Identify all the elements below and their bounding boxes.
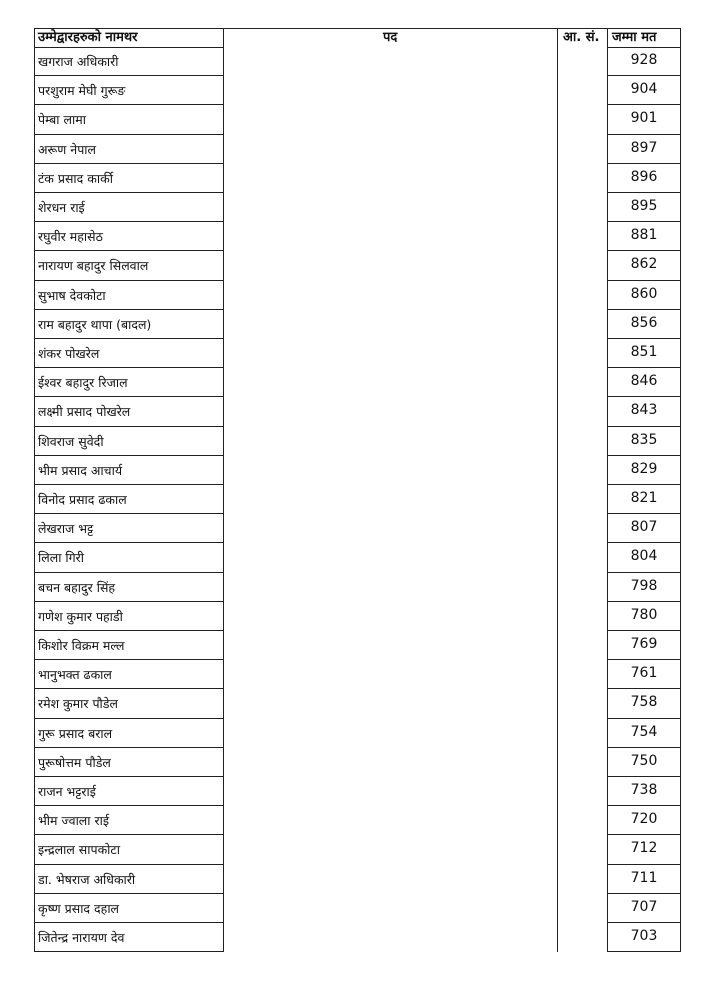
total-votes: 860	[630, 285, 658, 302]
table-row	[0, 339, 720, 368]
table-row	[0, 456, 720, 485]
table-row	[0, 397, 720, 426]
table-row	[0, 777, 720, 806]
candidate-name: गणेश कुमार पहाडी	[38, 608, 123, 624]
candidate-name: किशोर विक्रम मल्ल	[38, 638, 125, 653]
candidate-name: शेरधन राई	[38, 200, 85, 215]
row-divider-votes	[607, 951, 680, 952]
candidate-name: सुभाष देवकोटा	[38, 287, 106, 303]
total-votes: 720	[630, 811, 658, 828]
table-row	[0, 602, 720, 631]
total-votes: 881	[630, 227, 658, 244]
candidate-name: भीम प्रसाद आचार्य	[38, 462, 123, 478]
candidate-name: नारायण बहादुर सिलवाल	[38, 258, 149, 274]
total-votes: 798	[630, 577, 658, 594]
table-row	[0, 368, 720, 397]
candidate-name: भानुभक्त ढकाल	[38, 667, 112, 683]
candidate-name: लक्ष्मी प्रसाद पोखरेल	[38, 404, 131, 420]
total-votes: 896	[630, 168, 658, 185]
table-row	[0, 105, 720, 134]
total-votes: 754	[630, 723, 658, 740]
candidate-name: बचन बहादुर सिंह	[38, 579, 116, 595]
total-votes: 761	[630, 665, 658, 682]
table-row	[0, 660, 720, 689]
total-votes: 738	[630, 782, 658, 798]
total-votes: 928	[630, 52, 658, 68]
candidate-name: जितेन्द्र नारायण देव	[38, 930, 125, 945]
table-row	[0, 310, 720, 339]
table-row	[0, 485, 720, 514]
candidate-name: टंक प्रसाद कार्की	[38, 170, 113, 186]
table-row	[0, 894, 720, 923]
candidate-name: गुरू प्रसाद बराल	[38, 725, 113, 741]
total-votes: 862	[630, 256, 658, 273]
header-post: पद	[383, 30, 398, 45]
candidate-name: विनोद प्रसाद ढकाल	[38, 492, 127, 507]
table-row	[0, 543, 720, 572]
candidate-name: लेखराज भट्ट	[38, 521, 94, 537]
table-row	[0, 135, 720, 164]
total-votes: 897	[630, 139, 658, 156]
candidate-name: कृष्ण प्रसाद दहाल	[38, 900, 120, 916]
total-votes: 851	[630, 344, 658, 360]
total-votes: 707	[630, 898, 658, 915]
candidate-name: अरूण नेपाल	[38, 141, 97, 157]
candidate-name: राजन भट्टराई	[38, 784, 96, 799]
table-row	[0, 865, 720, 894]
table-row	[0, 573, 720, 602]
candidate-name: इन्द्रलाल सापकोटा	[38, 842, 120, 858]
candidate-name: रमेश कुमार पौडेल	[38, 696, 118, 712]
candidate-name: पुरूषोत्तम पौडेल	[38, 754, 111, 770]
table-row	[0, 748, 720, 777]
total-votes: 703	[630, 928, 658, 944]
total-votes: 843	[630, 402, 658, 419]
header-total-votes: जम्मा मत	[612, 30, 657, 45]
total-votes: 807	[630, 519, 658, 536]
header-candidate-name: उम्मेद्वारहरुको नामथर	[38, 30, 138, 45]
candidate-name: शिवराज सुवेदी	[38, 433, 104, 449]
table-top-border	[34, 28, 680, 29]
total-votes: 750	[630, 752, 658, 769]
candidate-name: पेम्बा लामा	[38, 112, 86, 128]
table-row	[0, 281, 720, 310]
candidate-name: भीम ज्वाला राई	[38, 813, 109, 829]
total-votes: 904	[630, 81, 658, 98]
total-votes: 711	[630, 869, 658, 886]
row-divider-name	[34, 951, 224, 952]
table-row	[0, 806, 720, 835]
total-votes: 769	[630, 636, 658, 652]
table-row	[0, 719, 720, 748]
total-votes: 835	[630, 431, 658, 448]
total-votes: 846	[630, 373, 658, 390]
table-row	[0, 222, 720, 251]
table-row	[0, 923, 720, 952]
table-row	[0, 514, 720, 543]
table-row	[0, 835, 720, 864]
total-votes: 712	[630, 840, 658, 857]
total-votes: 758	[630, 694, 658, 711]
table-row	[0, 427, 720, 456]
candidate-name: राम बहादुर थापा (बादल)	[38, 316, 152, 332]
total-votes: 821	[630, 490, 658, 506]
table-row	[0, 47, 720, 76]
candidate-name: रघुवीर महासेठ	[38, 229, 103, 245]
candidate-name: ईश्वर बहादुर रिजाल	[38, 375, 128, 391]
candidate-name: शंकर पोखरेल	[38, 346, 100, 361]
table-row	[0, 193, 720, 222]
total-votes: 895	[630, 198, 658, 214]
total-votes: 856	[630, 314, 658, 331]
table-row	[0, 251, 720, 280]
candidate-name: परशुराम मेघी गुरूङ	[38, 83, 126, 99]
header-serial-no: आ. सं.	[563, 30, 600, 45]
total-votes: 829	[630, 460, 658, 477]
table-row	[0, 689, 720, 718]
total-votes: 804	[630, 548, 658, 565]
table-row	[0, 164, 720, 193]
table-row	[0, 76, 720, 105]
candidate-name: डा. भेषराज अधिकारी	[38, 871, 136, 887]
total-votes: 901	[630, 110, 658, 127]
candidate-name: लिला गिरी	[38, 550, 85, 566]
total-votes: 780	[630, 606, 658, 623]
table-row	[0, 631, 720, 660]
candidate-name: खगराज अधिकारी	[38, 54, 119, 69]
